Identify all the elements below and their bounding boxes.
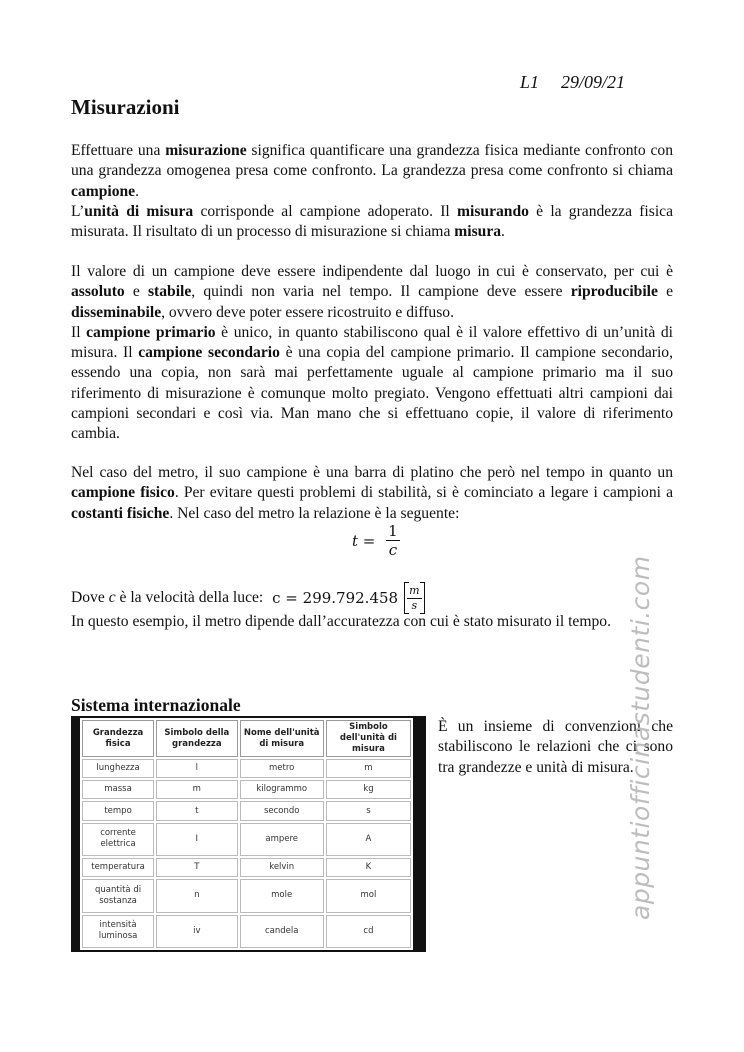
paragraph-requisiti: Il valore di un campione deve essere indipendente dal luogo in cui è conservato, per cui è assoluto e stabile, quindi non varia nel tempo. Il campione deve essere riproducibile e disseminabile, ovvero deve poter essere ricostruito e diffuso. <box>71 263 674 321</box>
header-nome-unita: Nome dell'unità di misura <box>240 720 324 757</box>
header-grandezza: Grandezza fisica <box>82 720 154 757</box>
unit-bracket <box>404 582 424 614</box>
table-row: lunghezza l metro m <box>82 759 411 778</box>
unit-denominator: s <box>411 598 418 612</box>
table-row: temperatura T kelvin K <box>82 858 411 877</box>
table-row: intensità luminosa iv candela cd <box>82 915 411 948</box>
lesson-number: L1 <box>520 72 540 92</box>
section-campione <box>71 262 673 445</box>
speed-expression: c = 299.792.458 <box>272 589 399 607</box>
si-table-image <box>71 716 426 952</box>
formula-denominator: c <box>388 541 398 559</box>
watermark: appuntiofficinastudenti.com <box>626 555 655 920</box>
header-simbolo-grandezza: Simbolo della grandezza <box>156 720 237 757</box>
lesson-header <box>520 72 625 93</box>
table-row: corrente elettrica I ampere A <box>82 823 411 856</box>
unit-numerator: m <box>409 583 420 597</box>
page-title: Misurazioni <box>71 95 180 119</box>
example-sentence: In questo esempio, il metro dipende dall’accuratezza con cui è stato misurato il tempo. <box>71 613 611 630</box>
header-simbolo-unita: Simbolo dell'unità di misura <box>326 720 411 757</box>
table-row: massa m kilogrammo kg <box>82 780 411 799</box>
table-row: tempo t secondo s <box>82 801 411 820</box>
formula-equals: = <box>358 531 381 550</box>
section-definition <box>71 141 673 242</box>
si-description: È un insieme di convenzioni che stabiliscono le relazioni che ci sono tra grandezze e unità di misura. <box>438 718 673 776</box>
paragraph-primario-secondario: Il campione primario è unico, in quanto stabiliscono qual è il valore effettivo di un’unità di misura. Il campione secondario è una copia del campione primario. Il campione secondario, essendo una copia, non sarà mai perfettamente uguale al campione primario ma il suo riferimento di misurazione è comunque molto pregiato. Vengono effettuati altri campioni dai campioni secondari e così via. Man mano che si effettuano copie, il valore di riferimento cambia. <box>71 323 674 443</box>
formula-numerator: 1 <box>388 522 398 540</box>
si-units-table <box>80 718 413 950</box>
table-header-row <box>82 720 411 757</box>
formula-time <box>352 522 400 559</box>
table-row: quantità di sostanza n mole mol <box>82 879 411 912</box>
section-metro <box>71 463 673 524</box>
paragraph-metro: Nel caso del metro, il suo campione è una barra di platino che però nel tempo in quanto un campione fisico. Per evitare questi problemi di stabilità, si è cominciato a legare i campioni a costanti fisiche. Nel caso del metro la relazione è la seguente: <box>71 464 673 522</box>
speed-of-light-line: Dove c è la velocità della luce: c = 299.792.458 $\frac{m}{s}$ <box>71 582 425 614</box>
lesson-date: 29/09/21 <box>561 72 626 92</box>
formula-fraction <box>386 522 400 559</box>
formula-lhs: t <box>352 531 359 550</box>
paragraph-misurazione: Effettuare una misurazione significa quantificare una grandezza fisica mediante confronto con una grandezza omogenea presa come confronto. La grandezza presa come confronto si chiama campione. <box>71 142 674 200</box>
section-title-si: Sistema internazionale <box>71 695 241 715</box>
paragraph-unita: L’unità di misura corrisponde al campione adoperato. Il misurando è la grandezza fisica misurata. Il risultato di un processo di misurazione si chiama misura. <box>71 202 673 241</box>
